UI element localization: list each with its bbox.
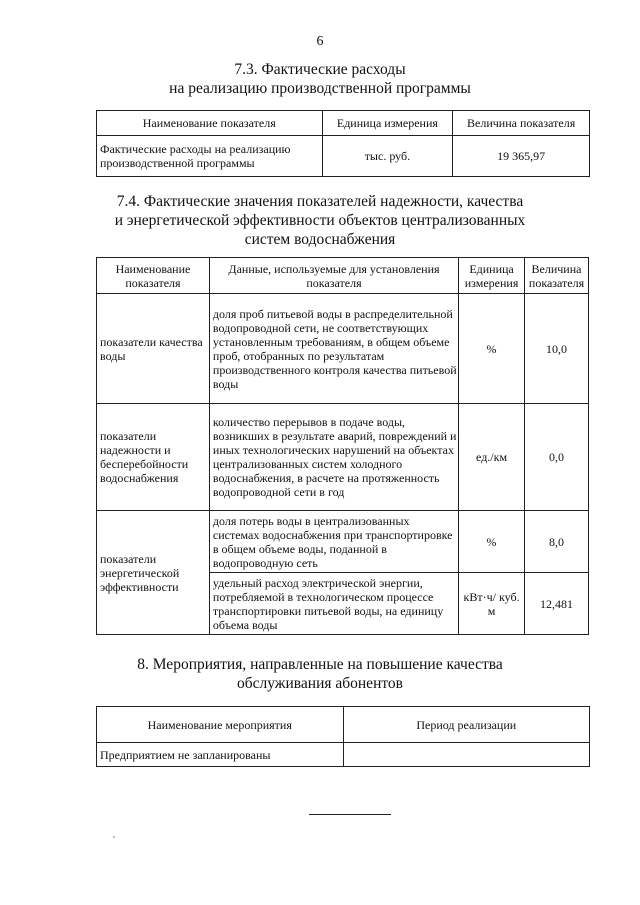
header-cell: Наименование показателя [97, 258, 210, 294]
unit-cell: тыс. руб. [322, 136, 453, 177]
separator-line [309, 814, 391, 815]
header-cell: Единица измерения [322, 111, 453, 136]
group-label-reliability: показатели надежности и бесперебойности водоснабжения [97, 404, 210, 511]
period-cell [343, 743, 589, 767]
value-cell: 10,0 [525, 294, 589, 404]
title-line: систем водоснабжения [244, 231, 396, 248]
indicators-table [96, 257, 589, 635]
unit-cell: ед./км [459, 404, 525, 511]
unit-cell: % [459, 511, 525, 573]
section-8-title [0, 655, 640, 693]
table-row [97, 743, 590, 767]
table-row [97, 404, 589, 511]
table-header-row [97, 111, 590, 136]
value-cell: 12,481 [525, 573, 589, 635]
indicator-description: удельный расход электрической энергии, потребляемой в технологическом процессе транспортировки питьевой воды, на единицу объема воды [209, 573, 458, 635]
value-cell: 19 365,97 [453, 136, 590, 177]
indicator-description: доля потерь воды в централизованных системах водоснабжения при транспортировке в общем объеме воды, поданной в водопроводную сеть [209, 511, 458, 573]
unit-cell: % [459, 294, 525, 404]
page-number: 6 [316, 34, 324, 49]
value-cell: 8,0 [525, 511, 589, 573]
title-line: 8. Мероприятия, направленные на повышение качества [137, 656, 503, 673]
title-line: обслуживания абонентов [236, 675, 403, 692]
measures-table [96, 706, 590, 767]
header-cell: Величина показателя [453, 111, 590, 136]
scan-speck [113, 836, 115, 838]
indicator-description: количество перерывов в подаче воды, возникших в результате аварий, повреждений и иных технологических нарушений на объектах централизованных систем холодного водоснабжения, в расчете на протяженность водопроводной сети в год [209, 404, 458, 511]
unit-cell: кВт·ч/ куб. м [459, 573, 525, 635]
title-line: на реализацию производственной программы [169, 80, 471, 97]
header-cell: Период реализации [343, 707, 589, 743]
table-row [97, 136, 590, 177]
header-cell: Наименование мероприятия [97, 707, 344, 743]
header-cell: Наименование показателя [97, 111, 323, 136]
table-row [97, 511, 589, 573]
expenses-table [96, 110, 590, 177]
title-line: 7.4. Фактические значения показателей надежности, качества [116, 193, 524, 210]
indicator-name: Фактические расходы на реализацию производственной программы [97, 136, 323, 177]
value-cell: 0,0 [525, 404, 589, 511]
title-line: и энергетической эффективности объектов централизованных [114, 212, 526, 229]
table-header-row [97, 707, 590, 743]
measure-name: Предприятием не запланированы [97, 743, 344, 767]
table-header-row [97, 258, 589, 294]
section-7-3-title [0, 60, 640, 98]
title-line: 7.3. Фактические расходы [234, 61, 406, 78]
indicator-description: доля проб питьевой воды в распределительной водопроводной сети, не соответствующих установленным требованиям, в общем объеме проб, отобранных по результатам производственного контроля качества питьевой воды [209, 294, 458, 404]
section-7-4-title [0, 192, 640, 249]
header-cell: Единица измерения [459, 258, 525, 294]
header-cell: Величина показателя [525, 258, 589, 294]
header-cell: Данные, используемые для установления показателя [209, 258, 458, 294]
table-row [97, 294, 589, 404]
group-label-quality: показатели качества воды [97, 294, 210, 404]
group-label-energy: показатели энергетической эффективности [97, 511, 210, 635]
